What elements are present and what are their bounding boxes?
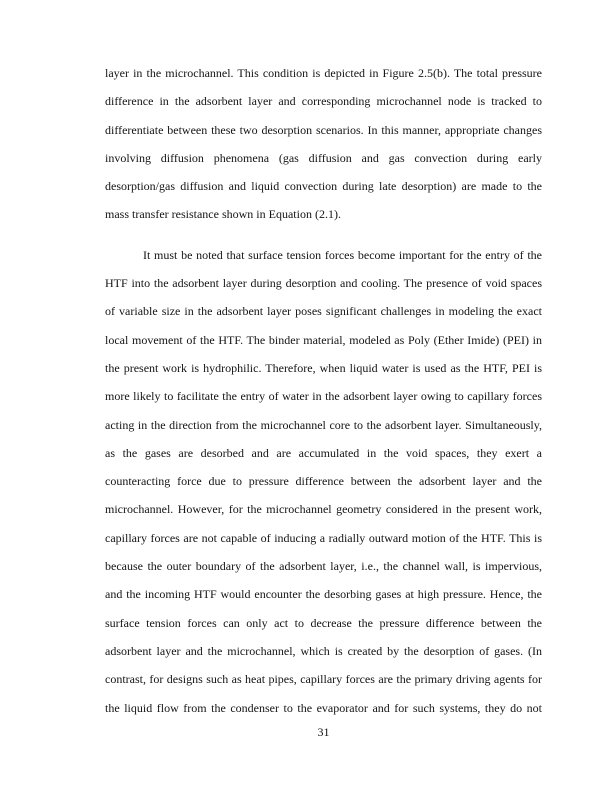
text-line: of variable size in the adsorbent layer poses significant challenges in modeling the exact xyxy=(105,304,542,319)
page-footer xyxy=(105,718,542,746)
text-line: local movement of the HTF. The binder material, modeled as Poly (Ether Imide) (PEI) in xyxy=(105,332,542,347)
text-line: desorption/gas diffusion and liquid convection during late desorption) are made to the xyxy=(105,179,542,194)
text-line: counteracting force due to pressure difference between the adsorbent layer and the xyxy=(105,474,542,489)
text-line: because the outer boundary of the adsorbent layer, i.e., the channel wall, is impervious, xyxy=(105,559,542,574)
text-line: differentiate between these two desorption scenarios. In this manner, appropriate changes xyxy=(105,122,542,137)
paragraph xyxy=(105,59,542,229)
text-line: microchannel. However, for the microchannel geometry considered in the present work, xyxy=(105,502,542,517)
text-line: as the gases are desorbed and are accumulated in the void spaces, they exert a xyxy=(105,445,542,460)
page-body xyxy=(105,59,542,722)
text-line: layer in the microchannel. This condition is depicted in Figure 2.5(b). The total pressure xyxy=(105,66,542,80)
text-line: mass transfer resistance shown in Equation (2.1). xyxy=(105,207,341,222)
text-line: acting in the direction from the microchannel core to the adsorbent layer. Simultaneously, xyxy=(105,417,542,432)
text-line: surface tension forces can only act to decrease the pressure difference between the xyxy=(105,615,542,630)
text-line: adsorbent layer and the microchannel, which is created by the desorption of gases. (In xyxy=(105,643,542,658)
paragraph xyxy=(105,241,542,722)
text-line: and the incoming HTF would encounter the desorbing gases at high pressure. Hence, the xyxy=(105,587,542,602)
text-line: the present work is hydrophilic. Therefore, when liquid water is used as the HTF, PEI is xyxy=(105,360,542,375)
text-line: contrast, for designs such as heat pipes, capillary forces are the primary driving agents for xyxy=(105,672,542,687)
text-line: capillary forces are not capable of inducing a radially outward motion of the HTF. This is xyxy=(105,530,542,545)
text-line: difference in the adsorbent layer and corresponding microchannel node is tracked to xyxy=(105,94,542,109)
page-number: 31 xyxy=(317,725,330,739)
text-line: It must be noted that surface tension forces become important for the entry of the xyxy=(143,247,542,262)
text-line: HTF into the adsorbent layer during desorption and cooling. The presence of void spaces xyxy=(105,276,542,291)
text-line: the liquid flow from the condenser to the evaporator and for such systems, they do not xyxy=(105,700,542,715)
text-line: involving diffusion phenomena (gas diffusion and gas convection during early xyxy=(105,150,542,165)
text-line: more likely to facilitate the entry of water in the adsorbent layer owing to capillary forces xyxy=(105,389,542,404)
